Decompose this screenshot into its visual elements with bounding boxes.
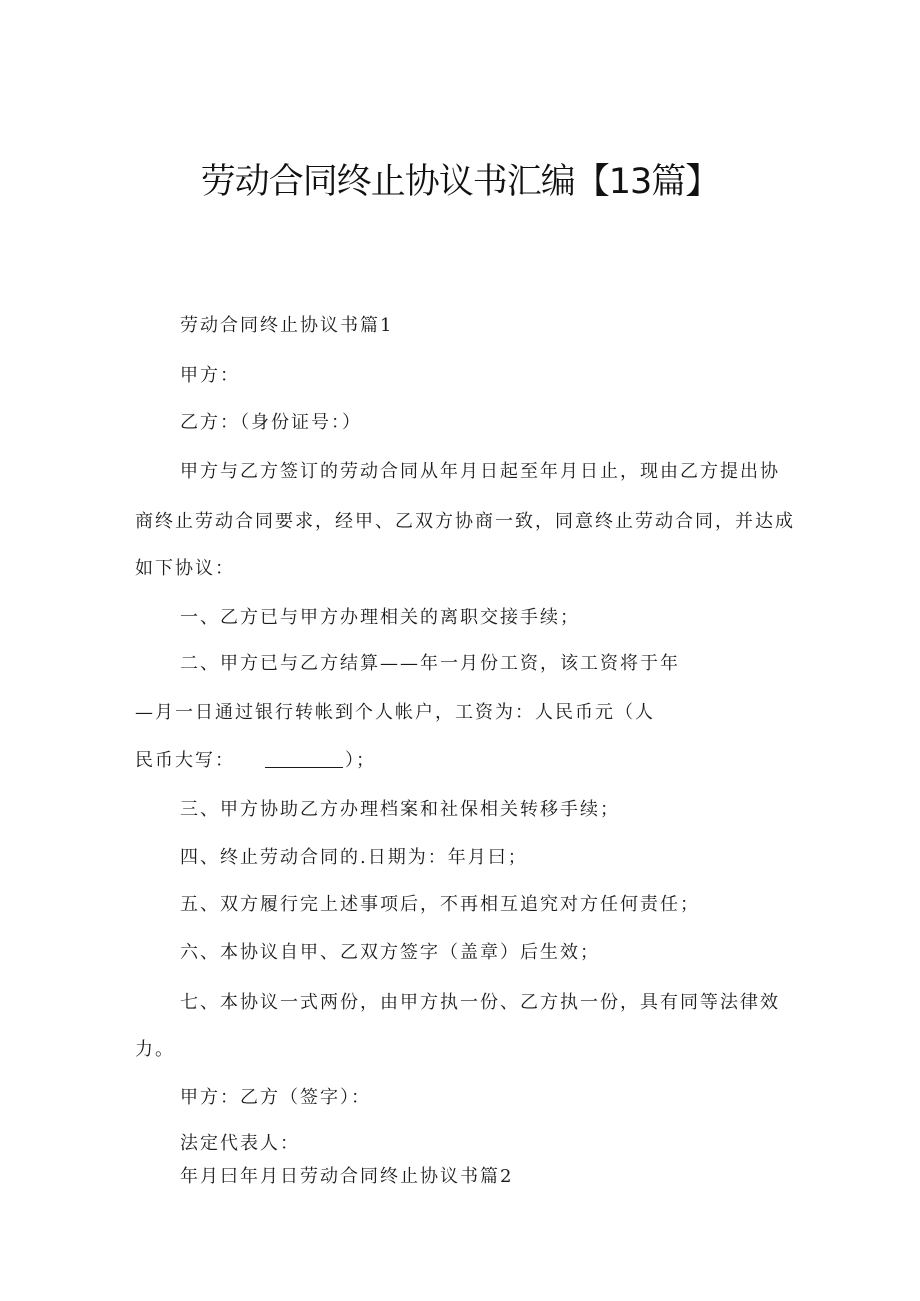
amount-blank-underline <box>265 749 343 768</box>
clause-2-end: ）； <box>345 750 376 771</box>
clause-4: 四、终止劳动合同的.日期为：年月曰； <box>180 847 528 868</box>
clause-6: 六、本协议自甲、乙双方签字（盖章）后生效； <box>180 942 600 963</box>
clause-7-line: 力。 <box>135 1039 175 1060</box>
amount-in-words-label: 民币大写： <box>135 750 235 771</box>
intro-paragraph-line: 如下协议： <box>135 558 235 579</box>
date-and-next-heading: 年月曰年月日劳动合同终止协议书篇2 <box>180 1166 514 1187</box>
intro-paragraph-line: 甲方与乙方签订的劳动合同从年月日起至年月日止，现由乙方提出协 <box>180 461 780 482</box>
signature-line: 甲方：乙方（签字）： <box>180 1087 371 1108</box>
clause-2-line: —月一日通过银行转帐到个人帐户，工资为：人民币元（人 <box>135 702 655 723</box>
article-heading: 劳动合同终止协议书篇1 <box>180 315 394 336</box>
legal-representative-line: 法定代表人： <box>180 1133 300 1154</box>
clause-2-line: 二、甲方已与乙方结算——年一月份工资，该工资将于年 <box>180 653 680 674</box>
document-title: 劳动合同终止协议书汇编【13篇】 <box>200 162 720 202</box>
clause-5: 五、双方履行完上述事项后，不再相互追究对方任何责任； <box>180 894 700 915</box>
party-a-label: 甲方： <box>180 365 240 386</box>
intro-paragraph-line: 商终止劳动合同要求，经甲、乙双方协商一致，同意终止劳动合同，并达成 <box>135 511 795 532</box>
clause-2-line <box>135 748 376 774</box>
party-b-label: 乙方：（身份证号：） <box>180 412 362 433</box>
clause-1: 一、乙方已与甲方办理相关的离职交接手续； <box>180 607 580 628</box>
clause-7-line: 七、本协议一式两份，由甲方执一份、乙方执一份，具有同等法律效 <box>180 992 780 1013</box>
clause-3: 三、甲方协助乙方办理档案和社保相关转移手续； <box>180 799 620 820</box>
